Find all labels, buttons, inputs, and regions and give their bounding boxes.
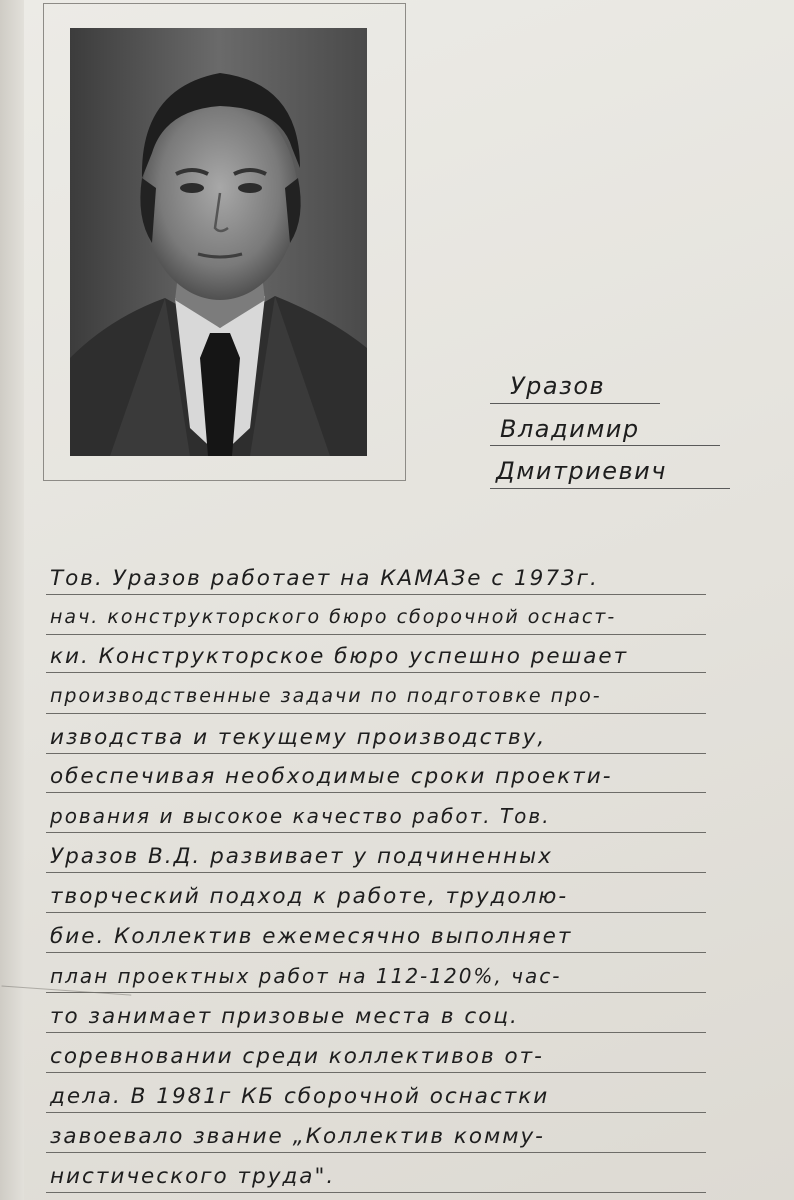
portrait-photo (70, 28, 367, 456)
rule-line (46, 594, 706, 595)
rule-line (46, 713, 706, 714)
name-underline-3 (490, 488, 730, 489)
name-underline-2 (490, 445, 720, 446)
body-line-8: Уразов В.Д. развивает у подчиненных (50, 844, 553, 869)
rule-line (46, 1112, 706, 1113)
body-line-10: бие. Коллектив ежемесячно выполняет (50, 924, 573, 949)
first-name: Владимир (500, 415, 640, 443)
body-line-6: обеспечивая необходимые сроки проекти- (50, 764, 613, 789)
name-underline-1 (490, 403, 660, 404)
rule-line (46, 912, 706, 913)
body-line-16: нистического труда". (50, 1164, 336, 1189)
rule-line (46, 1072, 706, 1073)
rule-line (46, 952, 706, 953)
body-line-11: план проектных работ на 112-120%, час- (50, 964, 562, 988)
body-line-14: дела. В 1981г КБ сборочной оснастки (50, 1084, 550, 1109)
rule-line (46, 992, 706, 993)
body-line-3: ки. Конструкторское бюро успешно решает (50, 644, 629, 669)
body-line-7: рования и высокое качество работ. Тов. (50, 804, 551, 828)
rule-line (46, 672, 706, 673)
body-line-5: изводства и текущему производству, (50, 725, 547, 750)
rule-line (46, 1152, 706, 1153)
body-line-12: то занимает призовые места в соц. (50, 1004, 519, 1029)
rule-line (46, 832, 706, 833)
rule-line (46, 753, 706, 754)
rule-line (46, 634, 706, 635)
patronymic: Дмитриевич (496, 457, 667, 485)
surname: Уразов (510, 372, 606, 400)
rule-line (46, 1032, 706, 1033)
body-line-15: завоевало звание „Коллектив комму- (50, 1124, 545, 1149)
body-line-13: соревновании среди коллективов от- (50, 1044, 544, 1069)
body-line-1: Тов. Уразов работает на КАМАЗе с 1973г. (50, 566, 599, 591)
rule-line (46, 792, 706, 793)
portrait-photo-icon (70, 28, 367, 456)
body-line-2: нач. конструкторского бюро сборочной оснаст- (50, 606, 617, 628)
body-line-4: производственные задачи по подготовке про- (50, 685, 602, 707)
rule-line (46, 872, 706, 873)
body-line-9: творческий подход к работе, трудолю- (50, 884, 569, 909)
rule-line (46, 1192, 706, 1193)
